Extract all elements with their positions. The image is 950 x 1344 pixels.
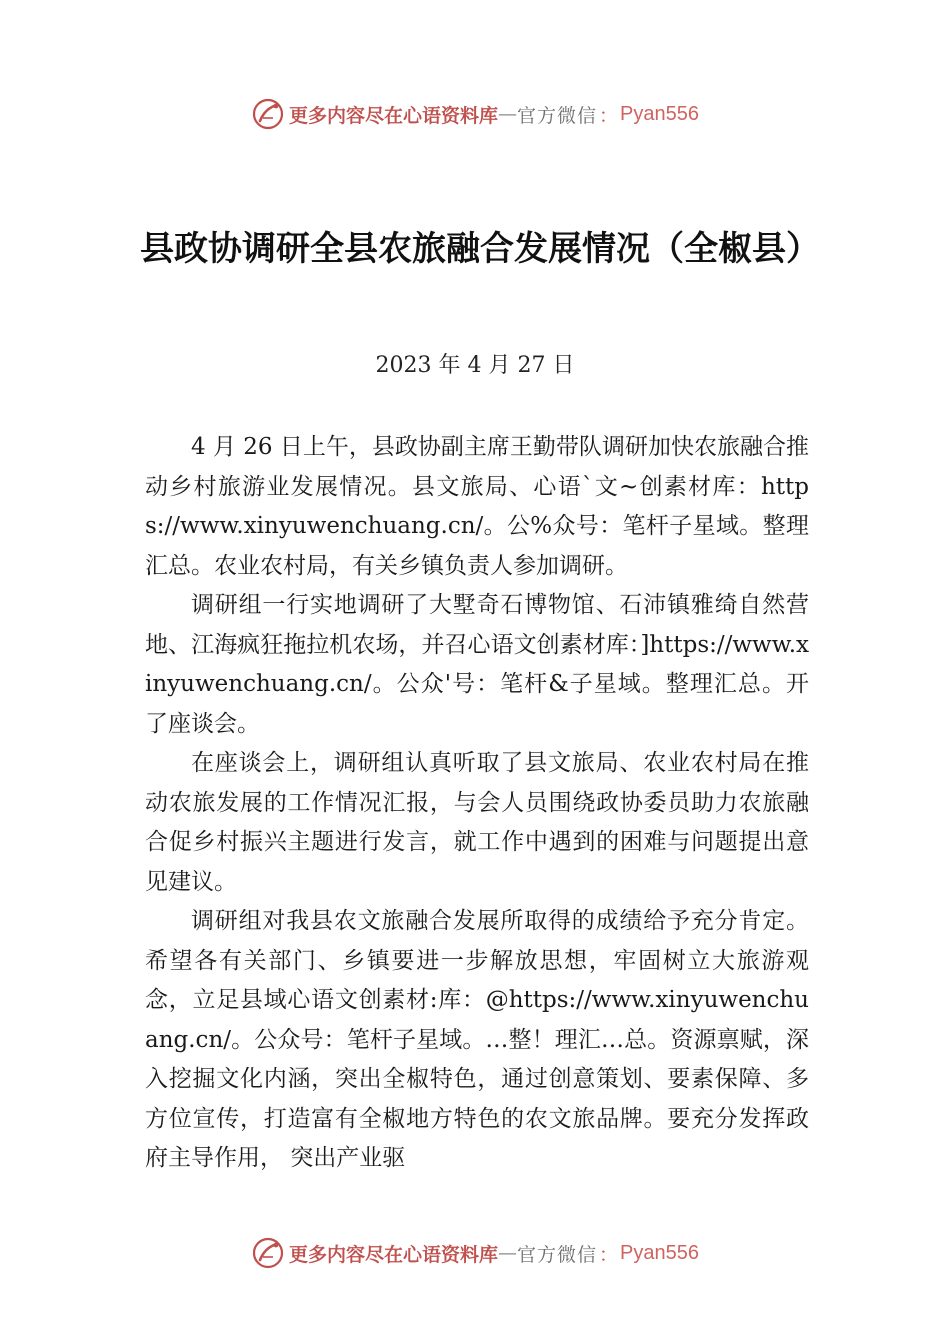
banner-separator: — [498, 1242, 517, 1264]
banner-colon: ： [599, 104, 619, 127]
banner-brand-text: 更多内容尽在心语资料库 [288, 1243, 498, 1266]
body-paragraph: 4 月 26 日上午，县政协副主席王勤带队调研加快农旅融合推动乡村旅游业发展情况。县文旅局、心语`文~创素材库：https://www.xinyuwenchuang.cn/。公%众号：笔杆子星域。整理汇总。农业农村局，有关乡镇负责人参加调研。 [145, 434, 809, 579]
brush-logo-icon [251, 1236, 285, 1270]
document-title: 县政协调研全县农旅融合发展情况（全椒县） [140, 229, 820, 269]
body-paragraph: 在座谈会上，调研组认真听取了县文旅局、农业农村局在推动农旅发展的工作情况汇报，与会人员围绕政协委员助力农旅融合促乡村振兴主题进行发言，就工作中遇到的困难与问题提出意见建议。 [145, 750, 809, 895]
banner-brand-text: 更多内容尽在心语资料库 [288, 104, 498, 127]
body-paragraph: 调研组一行实地调研了大墅奇石博物馆、石沛镇雅绮自然营地、江海疯狂拖拉机农场，并召心语文创素材库：]https://www.xinyuwenchuang.cn/。公众'号：笔杆&子星域。整理汇总。开了座谈会。 [145, 592, 809, 737]
body-paragraph: 调研组对我县农文旅融合发展所取得的成绩给予充分肯定。希望各有关部门、乡镇要进一步解放思想，牢固树立大旅游观念，立足县域心语文创素材:库：@https://www.xinyuwenchuang.cn/。公众号：笔杆子星域。…整！理汇…总。资源禀赋，深入挖掘文化内涵，突出全椒特色，通过创意策划、要素保障、多方位宣传，打造富有全椒地方特色的农文旅品牌。要充分发挥政府主导作用， 突出产业驱 [145, 908, 809, 1171]
banner-separator: — [498, 103, 517, 125]
document-date: 2023 年 4 月 27 日 [375, 353, 575, 378]
banner-colon: ： [599, 1243, 619, 1266]
banner-wechat-account: Pyan556 [620, 1241, 699, 1264]
banner-wechat-label: 官方微信 [517, 1243, 598, 1266]
banner-wechat-account: Pyan556 [620, 102, 699, 125]
footer-watermark-banner [0, 1233, 950, 1273]
header-watermark-banner [0, 94, 950, 134]
document-body [145, 428, 809, 1179]
banner-wechat-label: 官方微信 [517, 104, 598, 127]
brush-logo-icon [251, 97, 285, 131]
